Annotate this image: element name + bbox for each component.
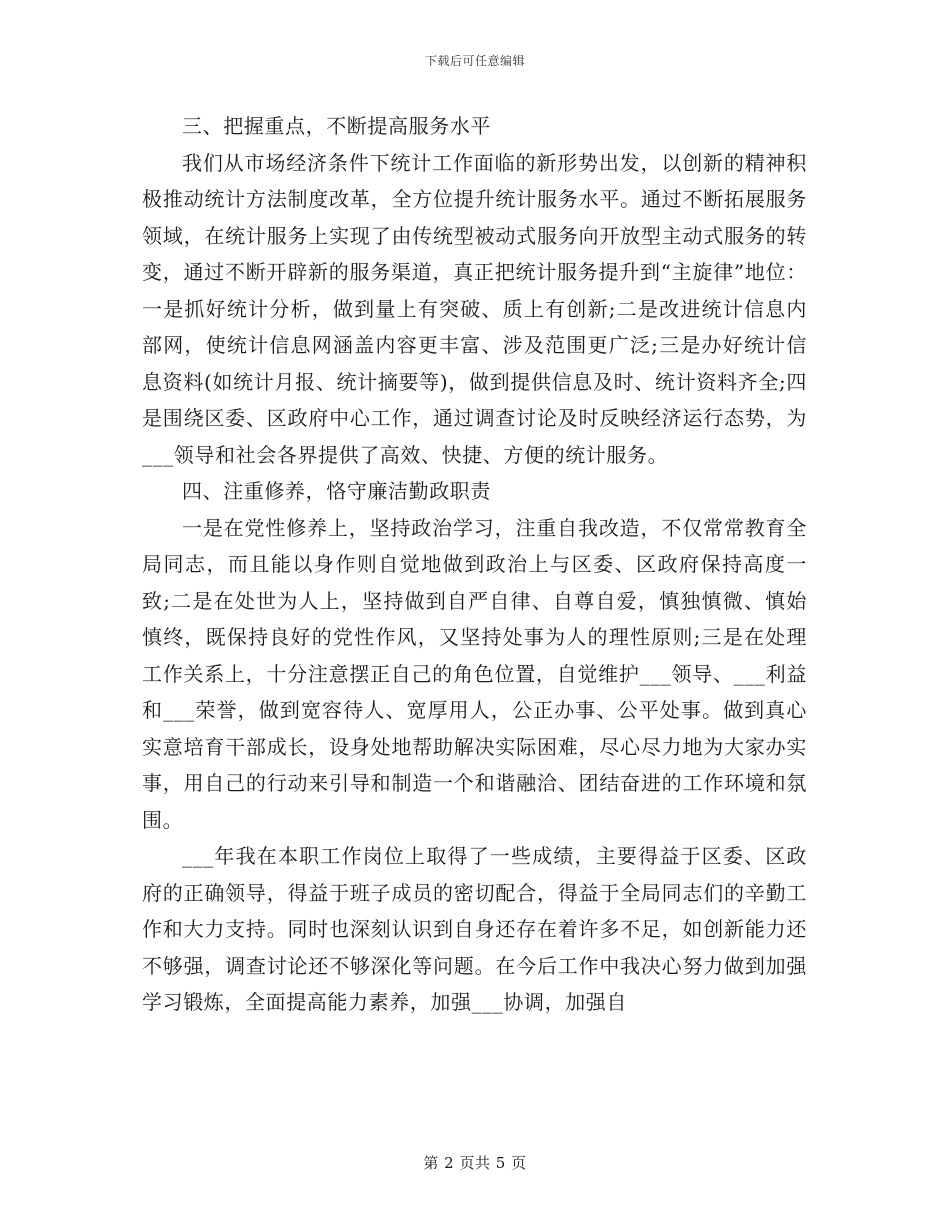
page-header-note: 下载后可任意编辑: [424, 54, 525, 68]
document-body: [142, 108, 807, 1021]
section-heading-3: 三、把握重点，不断提高服务水平: [182, 114, 491, 138]
section-heading-4: 四、注重修养，恪守廉洁勤政职责: [182, 479, 491, 503]
section-paragraph-3: 我们从市场经济条件下统计工作面临的新形势出发，以创新的精神积极推动统计方法制度改革，全方位提升统计服务水平。通过不断拓展服务领域，在统计服务上实现了由传统型被动式服务向开放型主动式服务的转变，通过不断开辟新的服务渠道，真正把统计服务提升到“主旋律”地位：一是抓好统计分析，做到量上有突破、质上有创新;二是改进统计信息内部网，使统计信息网涵盖内容更丰富、涉及范围更广泛;三是办好统计信息资料(如统计月报、统计摘要等)，做到提供信息及时、统计资料齐全;四是围绕区委、区政府中心工作，通过调查讨论及时反映经济运行态势，为___领导和社会各界提供了高效、快捷、方便的统计服务。: [142, 150, 807, 467]
page-number: 第 2 页共 5 页: [423, 1154, 527, 1172]
closing-paragraph: ___年我在本职工作岗位上取得了一些成绩，主要得益于区委、区政府的正确领导，得益于班子成员的密切配合，得益于全局同志们的辛勤工作和大力支持。同时也深刻认识到自身还存在着许多不足，如创新能力还不够强，调查讨论还不够深化等问题。在今后工作中我决心努力做到加强学习锻炼，全面提高能力素养，加强___协调，加强自: [142, 844, 807, 1014]
section-paragraph-4: 一是在党性修养上，坚持政治学习，注重自我改造，不仅常常教育全局同志，而且能以身作则自觉地做到政治上与区委、区政府保持高度一致;二是在处世为人上，坚持做到自严自律、自尊自爱，慎独慎微、慎始慎终，既保持良好的党性作风，又坚持处事为人的理性原则;三是在处理工作关系上，十分注意摆正自己的角色位置，自觉维护___领导、___利益和___荣誉，做到宽容待人、宽厚用人，公正办事、公平处事。做到真心实意培育干部成长，设身处地帮助解决实际困难，尽心尽力地为大家办实事，用自己的行动来引导和制造一个和谐融洽、团结奋进的工作环境和氛围。: [142, 515, 807, 832]
